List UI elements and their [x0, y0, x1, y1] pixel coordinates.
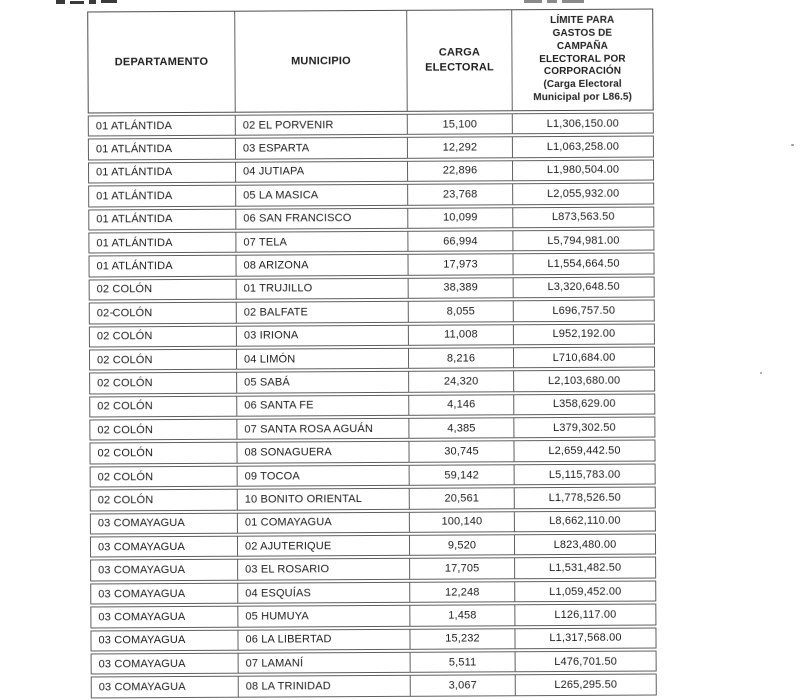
cell-carga-electoral: 17,973 — [407, 255, 512, 275]
cell-municipio: 04 LIMÓN — [236, 349, 408, 369]
cell-municipio: 01 COMAYAGUA — [237, 512, 409, 532]
cell-carga-electoral: 24,320 — [408, 372, 513, 392]
scan-artifact — [524, 0, 584, 3]
cell-municipio: 06 LA LIBERTAD — [237, 629, 409, 649]
cell-limite-gastos: L476,701.50 — [515, 652, 656, 672]
cell-municipio: 03 EL ROSARIO — [237, 559, 409, 579]
cell-limite-gastos: L952,192.00 — [513, 324, 654, 344]
cell-departamento: 02 COLÓN — [96, 283, 153, 296]
table-row — [89, 323, 655, 347]
table-row — [89, 276, 655, 300]
cell-carga-electoral: 3,067 — [410, 676, 515, 696]
cell-limite-gastos: L1,317,568.00 — [514, 628, 655, 648]
cell-departamento: 03 COMAYAGUA — [98, 610, 186, 624]
cell-limite-gastos: L379,302.50 — [513, 418, 654, 438]
cell-limite-gastos: L1,306,150.00 — [512, 114, 653, 134]
cell-municipio: 08 LA TRINIDAD — [238, 676, 410, 696]
cell-carga-electoral: 4,385 — [408, 418, 513, 438]
cell-carga-electoral: 5,511 — [410, 652, 515, 672]
cell-departamento: 01 ATLÁNTIDA — [96, 213, 173, 226]
header-limite-gastos: LÍMITE PARA GASTOS DE CAMPAÑA ELECTORAL POR CORPORACIÓN (Carga Electoral Municipal por L86.5) — [511, 10, 653, 111]
cell-departamento: 02 COLÓN — [97, 377, 153, 390]
cell-carga-electoral: 15,100 — [407, 114, 512, 134]
cell-limite-gastos: L1,554,664.50 — [512, 254, 653, 274]
cell-carga-electoral: 4,146 — [408, 395, 513, 415]
cell-carga-electoral: 12,292 — [407, 138, 512, 158]
cell-limite-gastos: L1,778,526.50 — [514, 488, 655, 508]
cell-carga-electoral: 100,140 — [409, 512, 514, 532]
cell-departamento: 02 COLÓN — [97, 494, 154, 507]
cell-municipio: 02 BALFATE — [236, 302, 408, 322]
cell-departamento: 02 COLÓN — [96, 306, 153, 320]
cell-departamento: 01 ATLÁNTIDA — [96, 189, 173, 203]
cell-limite-gastos: L8,662,110.00 — [514, 511, 655, 531]
table-row — [88, 159, 654, 183]
cell-municipio: 03 IRIONA — [236, 325, 408, 345]
scan-speck — [791, 144, 794, 146]
cell-limite-gastos: L1,980,504.00 — [512, 160, 653, 180]
cell-limite-gastos: L710,684.00 — [513, 347, 654, 367]
table-row — [88, 113, 654, 137]
cell-municipio: 09 TOCOA — [237, 466, 409, 486]
cell-limite-gastos: L5,794,981.00 — [512, 230, 653, 250]
table-row — [88, 253, 654, 277]
cell-carga-electoral: 8,216 — [408, 348, 513, 368]
cell-municipio: 07 SANTA ROSA AGUÁN — [236, 419, 408, 439]
table-row — [91, 650, 657, 674]
cell-municipio: 07 LAMANÍ — [238, 653, 410, 673]
cell-municipio: 03 ESPARTA — [235, 138, 407, 158]
cell-carga-electoral: 66,994 — [407, 231, 512, 251]
table-row — [88, 229, 654, 253]
header-municipio: MUNICIPIO — [234, 11, 407, 112]
table-row — [89, 300, 655, 324]
cell-departamento: 01 ATLÁNTIDA — [95, 143, 173, 156]
cell-departamento: 02 COLÓN — [97, 400, 153, 413]
cell-municipio: 07 TELA — [235, 232, 407, 252]
cell-municipio: 10 BONITO ORIENTAL — [237, 489, 409, 509]
cell-departamento: 03 COMAYAGUA — [97, 540, 186, 554]
cell-departamento: 02 COLÓN — [96, 330, 153, 343]
cell-limite-gastos: L2,103,680.00 — [513, 371, 654, 391]
cell-limite-gastos: L873,563.50 — [512, 207, 653, 227]
cell-limite-gastos: L265,295.50 — [515, 675, 656, 695]
table-row — [90, 487, 656, 511]
cell-carga-electoral: 11,008 — [408, 325, 513, 345]
cell-municipio: 06 SAN FRANCISCO — [235, 208, 407, 228]
header-carga-electoral: CARGA ELECTORAL — [406, 10, 512, 111]
cell-limite-gastos: L2,055,932.00 — [512, 184, 653, 204]
cell-limite-gastos: L5,115,783.00 — [514, 464, 655, 484]
cell-departamento: 03 COMAYAGUA — [98, 657, 186, 671]
cell-municipio: 01 TRUJILLO — [236, 279, 408, 299]
table-row — [90, 534, 656, 558]
cell-departamento: 03 COMAYAGUA — [98, 587, 186, 600]
cell-departamento: 01 ATLÁNTIDA — [96, 260, 173, 273]
cell-carga-electoral: 8,055 — [408, 301, 513, 321]
cell-municipio: 04 JUTIAPA — [235, 162, 407, 182]
table-body — [88, 113, 657, 699]
table-row — [89, 393, 655, 417]
cell-carga-electoral: 23,768 — [407, 184, 512, 204]
cell-municipio: 02 EL PORVENIR — [235, 115, 407, 135]
table-row — [90, 604, 656, 628]
cell-carga-electoral: 12,248 — [409, 582, 514, 602]
cell-limite-gastos: L823,480.00 — [514, 535, 655, 555]
table-header-row — [87, 9, 654, 114]
cell-municipio: 06 SANTA FE — [236, 395, 408, 415]
scan-speck — [760, 372, 762, 374]
cell-limite-gastos: L1,531,482.50 — [514, 558, 655, 578]
cell-departamento: 01 ATLÁNTIDA — [96, 166, 173, 179]
cell-limite-gastos: L3,320,648.50 — [513, 277, 654, 297]
cell-departamento: 03 COMAYAGUA — [98, 634, 186, 647]
table-row — [89, 370, 655, 394]
cell-carga-electoral: 30,745 — [408, 442, 513, 462]
header-departamento: DEPARTAMENTO — [114, 55, 209, 68]
cell-municipio: 05 HUMUYA — [237, 606, 409, 626]
cell-carga-electoral: 1,458 — [409, 605, 514, 625]
cell-carga-electoral: 20,561 — [409, 489, 514, 509]
cell-departamento: 03 COMAYAGUA — [97, 517, 185, 530]
scan-artifact — [56, 0, 117, 4]
cell-carga-electoral: 22,896 — [407, 161, 512, 181]
table-row — [89, 417, 655, 441]
table-row — [88, 183, 654, 207]
cell-municipio: 05 LA MASICA — [235, 185, 407, 205]
table-row — [91, 674, 657, 698]
cell-municipio: 02 AJUTERIQUE — [237, 536, 409, 556]
cell-departamento: 03 COMAYAGUA — [98, 564, 186, 577]
cell-municipio: 08 ARIZONA — [235, 255, 407, 275]
table-row — [88, 136, 654, 160]
cell-limite-gastos: L1,059,452.00 — [514, 581, 655, 601]
cell-departamento: 02 COLÓN — [97, 447, 154, 460]
cell-municipio: 08 SONAGUERA — [236, 442, 408, 462]
table-row — [90, 510, 656, 534]
cell-carga-electoral: 15,232 — [409, 629, 514, 649]
cell-limite-gastos: L1,063,258.00 — [512, 137, 653, 157]
cell-departamento: 02 COLÓN — [97, 423, 154, 437]
cell-departamento: 02 COLÓN — [97, 470, 154, 483]
table-row — [89, 440, 655, 464]
cell-municipio: 04 ESQUÍAS — [237, 583, 409, 603]
cell-departamento: 01 ATLÁNTIDA — [95, 119, 173, 133]
electoral-limits-table — [87, 9, 657, 699]
cell-carga-electoral: 38,389 — [408, 278, 513, 298]
cell-carga-electoral: 10,099 — [407, 208, 512, 228]
cell-limite-gastos: L696,757.50 — [513, 301, 654, 321]
cell-carga-electoral: 17,705 — [409, 559, 514, 579]
table-row — [88, 206, 654, 230]
cell-limite-gastos: L126,117.00 — [514, 605, 655, 625]
table-row — [89, 346, 655, 370]
table-row — [90, 557, 656, 581]
cell-limite-gastos: L2,659,442.50 — [513, 441, 654, 461]
table-row — [90, 580, 656, 604]
cell-carga-electoral: 59,142 — [409, 465, 514, 485]
cell-limite-gastos: L358,629.00 — [513, 394, 654, 414]
table-row — [90, 627, 656, 651]
cell-departamento: 02 COLÓN — [96, 353, 153, 367]
cell-municipio: 05 SABÁ — [236, 372, 408, 392]
cell-departamento: 03 COMAYAGUA — [98, 681, 186, 694]
table-row — [90, 463, 656, 487]
cell-carga-electoral: 9,520 — [409, 535, 514, 555]
cell-departamento: 01 ATLÁNTIDA — [96, 236, 173, 250]
